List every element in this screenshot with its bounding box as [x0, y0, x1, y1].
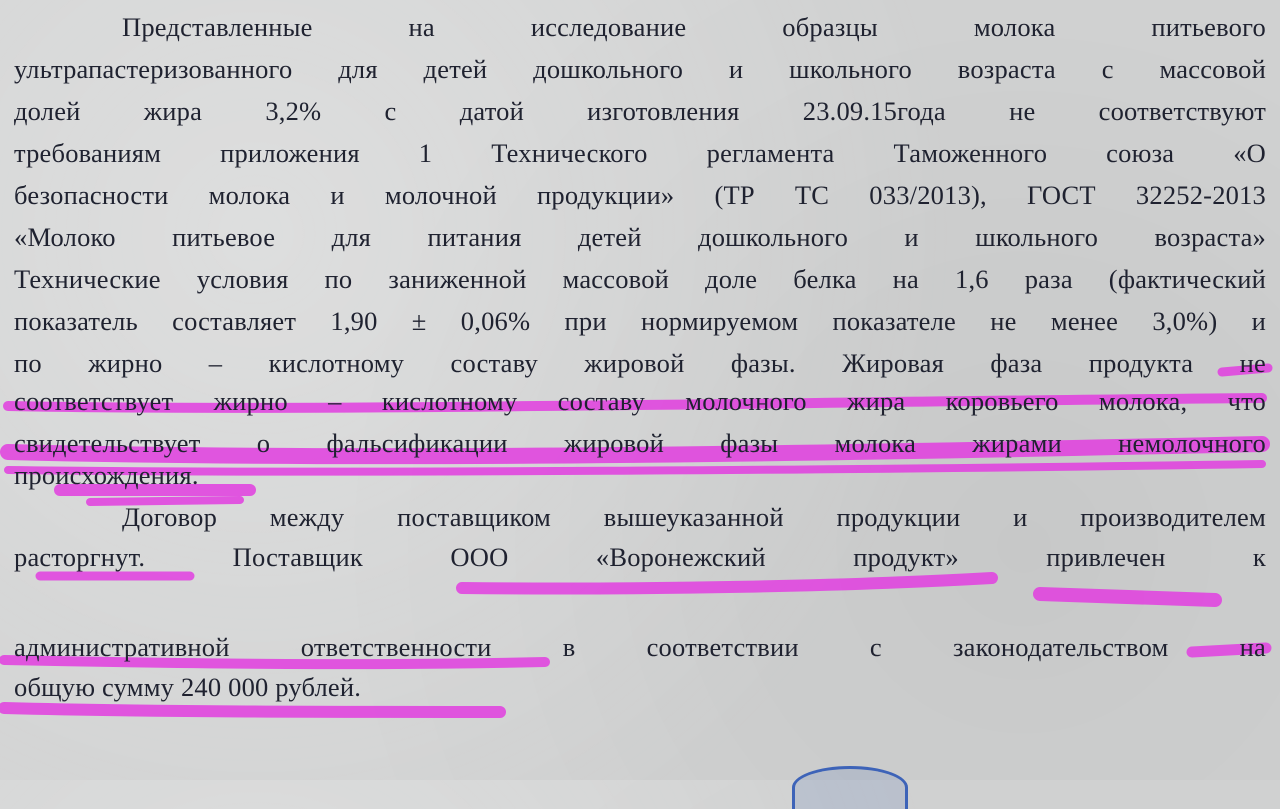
paragraph-line: по жирно – кислотному составу жировой фазы. Жировая фаза продукта не — [14, 348, 1266, 378]
paragraph-line: общую сумму 240 000 рублей. — [14, 672, 362, 702]
paragraph-line: свидетельствует о фальсификации жировой фазы молока жирами немолочного — [14, 428, 1266, 458]
highlight-stroke — [462, 578, 992, 589]
highlight-stroke — [1040, 594, 1215, 600]
paragraph-line: требованиям приложения 1 Технического регламента Таможенного союза «О — [14, 138, 1266, 168]
stamp-seal — [792, 766, 908, 809]
paragraph-line: ультрапастеризованного для детей дошкольного и школьного возраста с массовой — [14, 54, 1266, 84]
paragraph-line: происхождения. — [14, 460, 199, 490]
paragraph-line: расторгнут. Поставщик ООО «Воронежский продукт» привлечен к — [14, 542, 1266, 572]
paragraph-line: «Молоко питьевое для питания детей дошкольного и школьного возраста» — [14, 222, 1266, 252]
paragraph-line: показатель составляет 1,90 ± 0,06% при нормируемом показателе не менее 3,0%) и — [14, 306, 1266, 336]
paragraph-line: Технические условия по заниженной массовой доле белка на 1,6 раза (фактический — [14, 264, 1266, 294]
highlight-stroke — [4, 708, 500, 712]
paragraph-line: Договор между поставщиком вышеуказанной продукции и производителем — [122, 502, 1266, 532]
paragraph-line: административной ответственности в соответствии с законодательством на — [14, 632, 1266, 662]
paragraph-line: безопасности молока и молочной продукции» (ТР ТС 033/2013), ГОСТ 32252-2013 — [14, 180, 1266, 210]
paragraph-line: Представленные на исследование образцы молока питьевого — [122, 12, 1266, 42]
paragraph-line: соответствует жирно – кислотному составу молочного жира коровьего молока, что — [14, 386, 1266, 416]
paragraph-line: долей жира 3,2% с датой изготовления 23.09.15года не соответствуют — [14, 96, 1266, 126]
